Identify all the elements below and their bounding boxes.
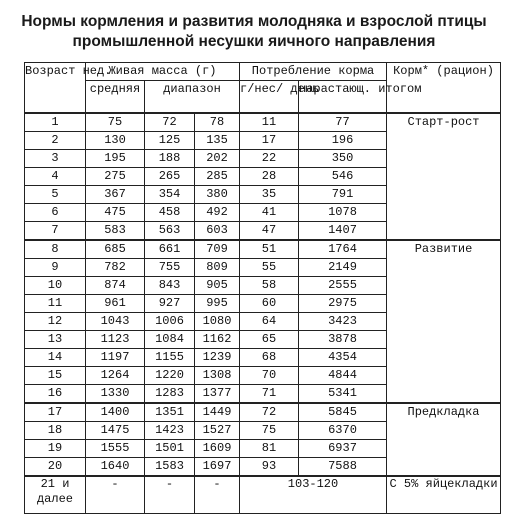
cell-cumulative: 4844 <box>299 367 387 385</box>
cell-range-min: 265 <box>145 168 195 186</box>
cell-range-max: 709 <box>195 240 240 259</box>
cell-range-min: 1583 <box>145 458 195 477</box>
cell-range-max: 603 <box>195 222 240 241</box>
cell-daily: 58 <box>240 277 299 295</box>
cell-cumulative: 1764 <box>299 240 387 259</box>
cell-daily: 51 <box>240 240 299 259</box>
cell-week: 11 <box>25 295 86 313</box>
cell-average: 1123 <box>86 331 145 349</box>
cell-average: 1400 <box>86 403 145 422</box>
table-body <box>25 113 501 514</box>
cell-range-max: 1377 <box>195 385 240 404</box>
title-line-2: промышленной несушки яичного направления <box>72 33 436 50</box>
cell-range-min: 563 <box>145 222 195 241</box>
table-row <box>25 113 501 132</box>
cell-week: 18 <box>25 422 86 440</box>
cell-week: 16 <box>25 385 86 404</box>
cell-daily: 103-120 <box>240 476 387 514</box>
cell-range-max: 1308 <box>195 367 240 385</box>
cell-range-max: - <box>195 476 240 514</box>
cell-week: 20 <box>25 458 86 477</box>
header-per-day: г/нес/ день <box>240 81 299 114</box>
cell-range-min: 1423 <box>145 422 195 440</box>
cell-range-min: 72 <box>145 113 195 132</box>
feeding-norms-table <box>24 62 501 514</box>
cell-cumulative: 2149 <box>299 259 387 277</box>
cell-range-max: 1239 <box>195 349 240 367</box>
cell-cumulative: 1407 <box>299 222 387 241</box>
cell-range-max: 1697 <box>195 458 240 477</box>
cell-range-min: 1501 <box>145 440 195 458</box>
cell-daily: 55 <box>240 259 299 277</box>
cell-average: 782 <box>86 259 145 277</box>
cell-daily: 72 <box>240 403 299 422</box>
cell-range-min: 843 <box>145 277 195 295</box>
cell-average: 1197 <box>86 349 145 367</box>
cell-week: 5 <box>25 186 86 204</box>
cell-cumulative: 791 <box>299 186 387 204</box>
cell-week: 1 <box>25 113 86 132</box>
cell-daily: 65 <box>240 331 299 349</box>
cell-range-min: 1006 <box>145 313 195 331</box>
cell-daily: 81 <box>240 440 299 458</box>
cell-cumulative: 5341 <box>299 385 387 404</box>
cell-range-max: 1080 <box>195 313 240 331</box>
cell-range-max: 1449 <box>195 403 240 422</box>
cell-week: 6 <box>25 204 86 222</box>
header-consumption: Потребление корма <box>240 63 387 81</box>
cell-average: 475 <box>86 204 145 222</box>
cell-range-min: 661 <box>145 240 195 259</box>
cell-range-max: 1162 <box>195 331 240 349</box>
cell-average: 961 <box>86 295 145 313</box>
cell-cumulative: 6370 <box>299 422 387 440</box>
cell-week: 14 <box>25 349 86 367</box>
page-title <box>0 12 508 52</box>
cell-range-min: - <box>145 476 195 514</box>
cell-range-min: 1283 <box>145 385 195 404</box>
cell-week: 9 <box>25 259 86 277</box>
table-row-final <box>25 476 501 514</box>
cell-feed-type: Старт-рост <box>387 113 501 240</box>
cell-cumulative: 196 <box>299 132 387 150</box>
cell-daily: 71 <box>240 385 299 404</box>
cell-week: 15 <box>25 367 86 385</box>
cell-feed-type: С 5% яйцекладки <box>387 476 501 514</box>
header-live-weight: Живая масса (г) <box>86 63 240 81</box>
cell-range-min: 927 <box>145 295 195 313</box>
cell-average: - <box>86 476 145 514</box>
title-line-1: Нормы кормления и развития молодняка и взрослой птицы <box>21 13 487 30</box>
cell-daily: 93 <box>240 458 299 477</box>
cell-cumulative: 3423 <box>299 313 387 331</box>
cell-cumulative: 2555 <box>299 277 387 295</box>
cell-range-min: 1155 <box>145 349 195 367</box>
cell-daily: 11 <box>240 113 299 132</box>
cell-week: 12 <box>25 313 86 331</box>
cell-cumulative: 77 <box>299 113 387 132</box>
cell-range-max: 380 <box>195 186 240 204</box>
cell-range-max: 492 <box>195 204 240 222</box>
cell-week: 13 <box>25 331 86 349</box>
cell-daily: 75 <box>240 422 299 440</box>
cell-daily: 22 <box>240 150 299 168</box>
cell-range-max: 78 <box>195 113 240 132</box>
cell-week: 4 <box>25 168 86 186</box>
cell-range-max: 1609 <box>195 440 240 458</box>
cell-week: 17 <box>25 403 86 422</box>
cell-daily: 64 <box>240 313 299 331</box>
cell-range-max: 995 <box>195 295 240 313</box>
cell-range-min: 755 <box>145 259 195 277</box>
header-average: средняя <box>86 81 145 114</box>
cell-range-max: 135 <box>195 132 240 150</box>
cell-feed-type: Развитие <box>387 240 501 403</box>
cell-daily: 70 <box>240 367 299 385</box>
cell-week: 2 <box>25 132 86 150</box>
cell-range-min: 1220 <box>145 367 195 385</box>
cell-range-min: 458 <box>145 204 195 222</box>
cell-daily: 35 <box>240 186 299 204</box>
cell-range-min: 354 <box>145 186 195 204</box>
cell-cumulative: 546 <box>299 168 387 186</box>
cell-average: 1475 <box>86 422 145 440</box>
cell-cumulative: 1078 <box>299 204 387 222</box>
cell-range-min: 1084 <box>145 331 195 349</box>
cell-week: 21 и далее <box>25 476 86 514</box>
cell-range-min: 188 <box>145 150 195 168</box>
cell-week: 3 <box>25 150 86 168</box>
cell-range-max: 905 <box>195 277 240 295</box>
cell-feed-type: Предкладка <box>387 403 501 476</box>
cell-week: 7 <box>25 222 86 241</box>
cell-cumulative: 4354 <box>299 349 387 367</box>
cell-daily: 60 <box>240 295 299 313</box>
cell-average: 367 <box>86 186 145 204</box>
cell-week: 8 <box>25 240 86 259</box>
cell-cumulative: 3878 <box>299 331 387 349</box>
cell-cumulative: 2975 <box>299 295 387 313</box>
cell-average: 1330 <box>86 385 145 404</box>
cell-cumulative: 350 <box>299 150 387 168</box>
cell-average: 130 <box>86 132 145 150</box>
cell-cumulative: 6937 <box>299 440 387 458</box>
cell-daily: 47 <box>240 222 299 241</box>
header-age: Возраст нед. <box>25 63 86 114</box>
cell-range-min: 1351 <box>145 403 195 422</box>
cell-average: 75 <box>86 113 145 132</box>
cell-daily: 17 <box>240 132 299 150</box>
cell-daily: 41 <box>240 204 299 222</box>
cell-daily: 28 <box>240 168 299 186</box>
cell-average: 1555 <box>86 440 145 458</box>
cell-average: 195 <box>86 150 145 168</box>
cell-cumulative: 7588 <box>299 458 387 477</box>
cell-range-max: 285 <box>195 168 240 186</box>
cell-range-min: 125 <box>145 132 195 150</box>
table-row <box>25 240 501 259</box>
cell-average: 1043 <box>86 313 145 331</box>
table-row <box>25 403 501 422</box>
cell-week: 19 <box>25 440 86 458</box>
cell-range-max: 809 <box>195 259 240 277</box>
cell-cumulative: 5845 <box>299 403 387 422</box>
cell-week: 10 <box>25 277 86 295</box>
cell-average: 685 <box>86 240 145 259</box>
cell-daily: 68 <box>240 349 299 367</box>
cell-range-max: 202 <box>195 150 240 168</box>
header-feed: Корм* (рацион) <box>387 63 501 114</box>
cell-average: 1264 <box>86 367 145 385</box>
cell-average: 583 <box>86 222 145 241</box>
cell-average: 1640 <box>86 458 145 477</box>
cell-average: 874 <box>86 277 145 295</box>
cell-range-max: 1527 <box>195 422 240 440</box>
cell-average: 275 <box>86 168 145 186</box>
header-range: диапазон <box>145 81 240 114</box>
header-cumulative: нарастающ. итогом <box>299 81 387 114</box>
